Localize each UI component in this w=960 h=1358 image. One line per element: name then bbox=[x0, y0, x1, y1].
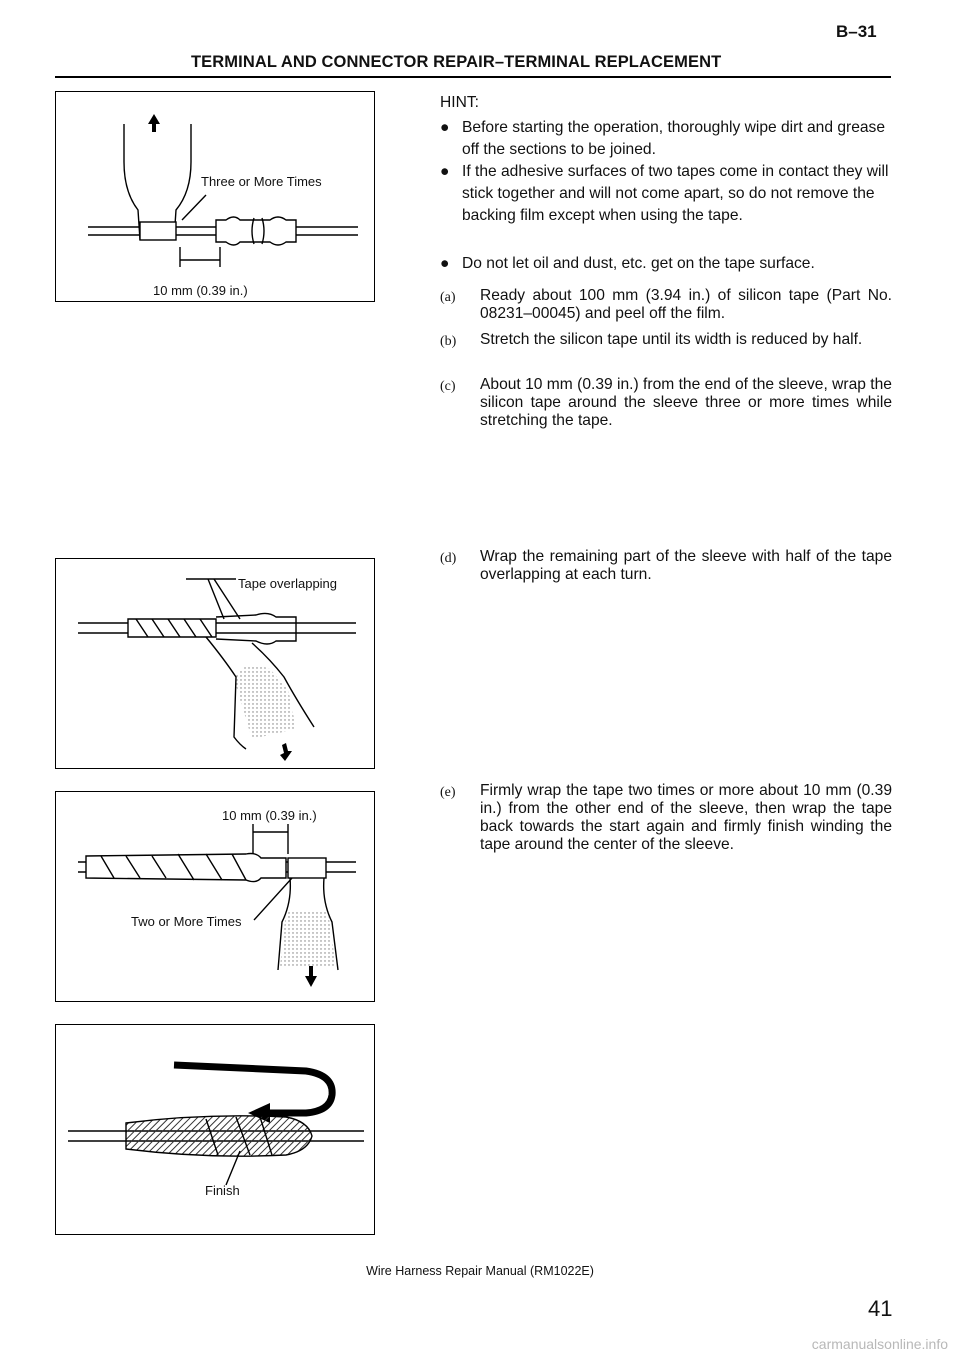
header-rule bbox=[55, 76, 891, 78]
hint-title: HINT: bbox=[440, 94, 479, 111]
step-text: Ready about 100 mm (3.94 in.) of silicon tape (Part No. 08231–00045) and peel off the film. bbox=[480, 287, 892, 322]
bullet-dot-icon: ● bbox=[440, 163, 450, 180]
manual-footer: Wire Harness Repair Manual (RM1022E) bbox=[366, 1264, 594, 1278]
page-number: 41 bbox=[868, 1296, 893, 1321]
step-letter: (e) bbox=[440, 785, 456, 800]
illustration-wrap-start bbox=[56, 92, 376, 303]
hint-bullet-text: If the adhesive surfaces of two tapes come in contact they will stick together and will not come apart, so do not remove the backing film except when using the tape. bbox=[462, 163, 889, 224]
label-distance: 10 mm (0.39 in.) bbox=[153, 283, 248, 298]
figure-wrap-start bbox=[55, 91, 375, 302]
figure-finish-wrap bbox=[55, 1024, 375, 1235]
hint-bullet-text: Before starting the operation, thoroughly wipe dirt and grease off the sections to be joined. bbox=[462, 119, 886, 158]
hint-bullet bbox=[440, 253, 895, 275]
step-letter: (b) bbox=[440, 334, 457, 349]
section-title: TERMINAL AND CONNECTOR REPAIR–TERMINAL REPLACEMENT bbox=[191, 53, 722, 71]
step-letter: (d) bbox=[440, 551, 457, 566]
step-letter: (c) bbox=[440, 379, 456, 394]
label-distance: 10 mm (0.39 in.) bbox=[222, 808, 317, 823]
watermark: carmanualsonline.info bbox=[811, 1336, 948, 1352]
illustration-finish-wrap bbox=[56, 1025, 376, 1236]
label-finish: Finish bbox=[205, 1183, 240, 1198]
step-text: Firmly wrap the tape two times or more about 10 mm (0.39 in.) from the other end of the sleeve, then wrap the tape back towards the start again and firmly finish winding the tape around the center of the sleeve. bbox=[480, 782, 892, 853]
step-text: Wrap the remaining part of the sleeve with half of the tape overlapping at each turn. bbox=[480, 548, 892, 583]
step-letter: (a) bbox=[440, 290, 456, 305]
label-tape-overlapping: Tape overlapping bbox=[238, 576, 338, 591]
hint-bullet bbox=[440, 161, 895, 249]
hint-bullet-text: Do not let oil and dust, etc. get on the tape surface. bbox=[462, 255, 815, 272]
figure-end-wrap bbox=[55, 791, 375, 1002]
illustration-end-wrap bbox=[56, 792, 376, 1003]
page-code: B–31 bbox=[836, 22, 877, 41]
bullet-dot-icon: ● bbox=[440, 119, 450, 136]
figure-overlap-wrap bbox=[55, 558, 375, 769]
label-three-or-more-times: Three or More Times bbox=[201, 174, 322, 189]
hint-bullet bbox=[440, 117, 895, 161]
step-text: Stretch the silicon tape until its width is reduced by half. bbox=[480, 331, 863, 348]
step-text: About 10 mm (0.39 in.) from the end of the sleeve, wrap the silicon tape around the sleeve three or more times while stretching the tape. bbox=[480, 376, 892, 429]
bullet-dot-icon: ● bbox=[440, 255, 450, 272]
label-two-or-more-times: Two or More Times bbox=[131, 914, 242, 929]
